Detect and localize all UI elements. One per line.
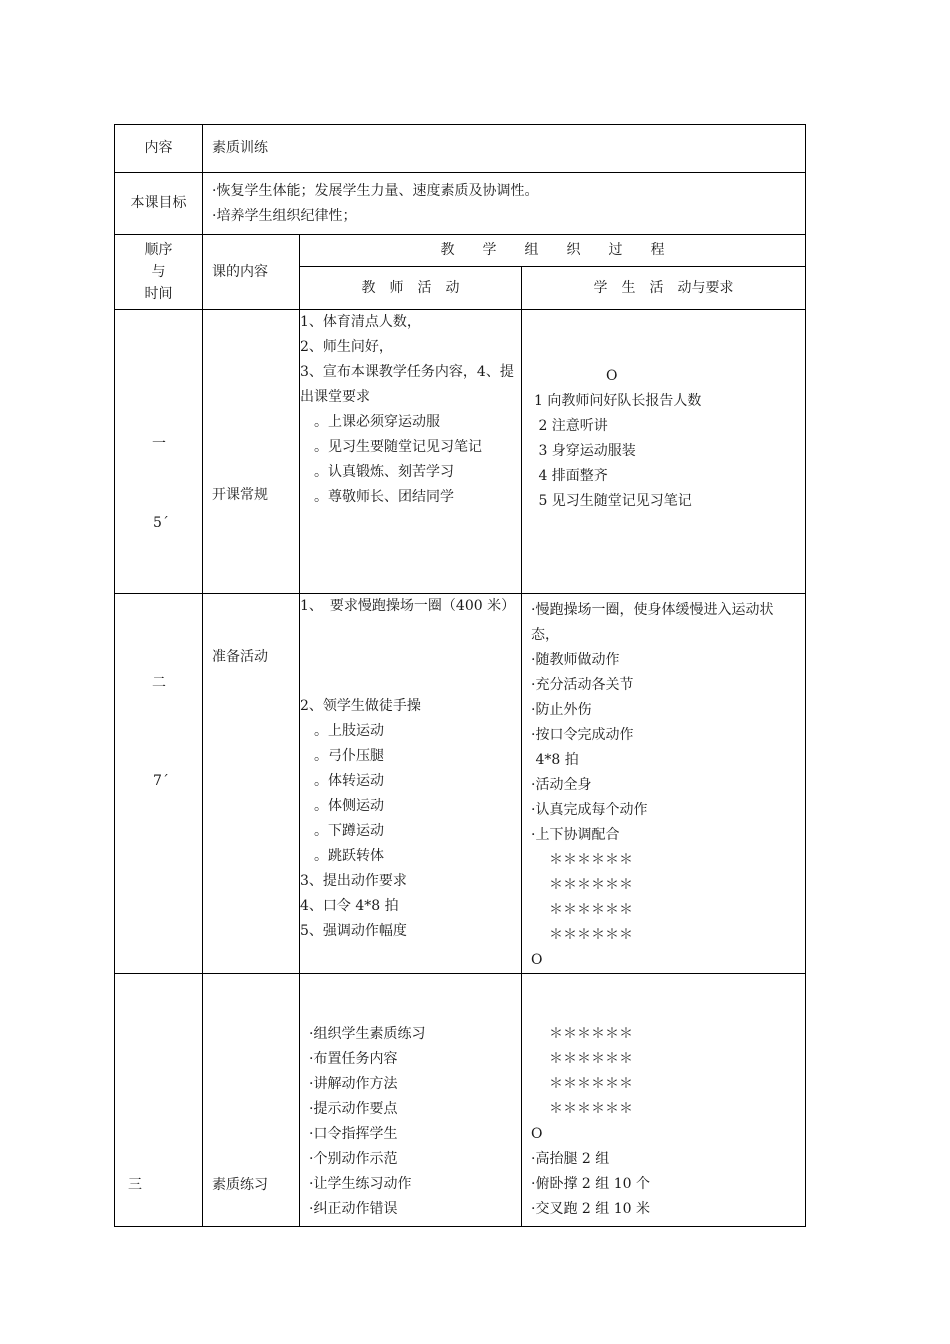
section-3-student (522, 974, 806, 1227)
teacher-line: ·纠正动作错误 (309, 1201, 398, 1217)
goal-item: ·培养学生组织纪律性； (212, 207, 357, 224)
section-3-content: 素质练习 (212, 1177, 268, 1193)
teacher-line: 。上肢运动 (300, 723, 384, 739)
teacher-line: 。体转运动 (300, 773, 384, 789)
teacher-line: 。尊敬师长、团结同学 (300, 489, 454, 505)
formation-row: ＊＊＊＊＊＊ (549, 877, 633, 893)
section-2-row (115, 594, 806, 974)
header-row-1 (115, 235, 806, 267)
student-line: ·慢跑操场一圈，使身体缓慢进入运动状态， (531, 602, 774, 643)
section-2-teacher (300, 594, 522, 974)
section-2-content-cell (203, 594, 300, 974)
section-3-order: 三 (128, 1177, 142, 1193)
formation-row: ＊＊＊＊＊＊ (549, 1026, 633, 1042)
section-2-student (522, 594, 806, 974)
section-3-content-cell (203, 974, 300, 1227)
student-line: 2 注意听讲 (534, 418, 608, 434)
teacher-line: ·布置任务内容 (309, 1051, 398, 1067)
goal-item: ·恢复学生体能；发展学生力量、速度素质及协调性。 (212, 182, 539, 199)
goals-list (203, 173, 806, 235)
teacher-line: 2、师生问好， (300, 339, 393, 355)
student-line: ·活动全身 (531, 777, 592, 793)
formation-row: ＊＊＊＊＊＊ (549, 1101, 633, 1117)
student-line: 3 身穿运动服装 (534, 443, 636, 459)
teacher-line: 。弓仆压腿 (300, 748, 384, 764)
section-1-order: 一 (152, 436, 166, 452)
teacher-line: ·组织学生素质练习 (309, 1026, 426, 1042)
formation-mark: O (606, 368, 618, 384)
content-label: 内容 (115, 125, 203, 173)
teacher-line: ·讲解动作方法 (309, 1076, 398, 1092)
teacher-line: 1、 要求慢跑操场一圈（400 米） (300, 598, 516, 614)
formation-row: ＊＊＊＊＊＊ (549, 927, 633, 943)
teacher-line: 。跳跃转体 (300, 848, 384, 864)
teacher-line: ·提示动作要点 (309, 1101, 398, 1117)
section-1-content: 开课常规 (212, 487, 268, 503)
teacher-line: ·口令指挥学生 (309, 1126, 398, 1142)
section-1-teacher (300, 310, 522, 594)
section-3-order-cell (115, 974, 203, 1227)
section-2-order-cell (115, 594, 203, 974)
student-line: ·充分活动各关节 (531, 677, 634, 693)
teacher-line: ·让学生练习动作 (309, 1176, 412, 1192)
section-3-teacher (300, 974, 522, 1227)
process-title: 教 学 组 织 过 程 (300, 235, 806, 267)
teacher-activity-header: 教 师 活 动 (300, 267, 522, 310)
section-1-time: 5´ (153, 515, 169, 531)
section-1-content-cell (203, 310, 300, 594)
section-1-row (115, 310, 806, 594)
teacher-line: ·个别动作示范 (309, 1151, 398, 1167)
order-header-line: 与 (151, 264, 166, 280)
teacher-line: 。认真锻炼、刻苦学习 (300, 464, 454, 480)
teacher-line: 1、体育清点人数， (300, 314, 421, 330)
teacher-line: 。见习生要随堂记见习笔记 (300, 439, 482, 455)
student-line: ·上下协调配合 (531, 827, 620, 843)
order-header-line: 顺序 (144, 242, 173, 258)
section-2-order: 二 (152, 675, 166, 691)
content-value: 素质训练 (203, 125, 806, 173)
student-line: ·认真完成每个动作 (531, 802, 648, 818)
student-line: ·防止外伤 (531, 702, 592, 718)
section-3-row (115, 974, 806, 1227)
section-1-order-cell (115, 310, 203, 594)
student-activity-header: 学 生 活 动与要求 (522, 267, 806, 310)
student-line: ·俯卧撑 2 组 10 个 (531, 1176, 650, 1192)
order-header-line: 时间 (144, 286, 173, 302)
student-line: 4*8 拍 (531, 752, 579, 768)
student-line: ·按口令完成动作 (531, 727, 634, 743)
section-2-content: 准备活动 (212, 649, 268, 665)
lesson-content-header: 课的内容 (203, 235, 300, 310)
teacher-line: 5、强调动作幅度 (300, 923, 407, 939)
order-time-header (115, 235, 203, 310)
formation-row: ＊＊＊＊＊＊ (549, 852, 633, 868)
teacher-line: 。体侧运动 (300, 798, 384, 814)
teacher-line: 。上课必须穿运动服 (300, 414, 440, 430)
teacher-line: 3、宣布本课教学任务内容，4、提出课堂要求 (300, 364, 514, 405)
teacher-line: 4、口令 4*8 拍 (300, 898, 399, 914)
teacher-line: 。下蹲运动 (300, 823, 384, 839)
goals-label: 本课目标 (115, 173, 203, 235)
section-2-time: 7´ (153, 773, 169, 789)
formation-row: ＊＊＊＊＊＊ (549, 1076, 633, 1092)
student-line: ·高抬腿 2 组 (531, 1151, 610, 1167)
student-line: 5 见习生随堂记见习笔记 (534, 493, 692, 509)
teacher-line: 3、提出动作要求 (300, 873, 407, 889)
formation-row: ＊＊＊＊＊＊ (549, 902, 633, 918)
lesson-plan-table (114, 124, 806, 1227)
student-line: 1 向教师问好队长报告人数 (534, 393, 702, 409)
formation-row: ＊＊＊＊＊＊ (549, 1051, 633, 1067)
teacher-line: 2、领学生做徒手操 (300, 698, 421, 714)
content-row (115, 125, 806, 173)
student-line: ·随教师做动作 (531, 652, 620, 668)
section-1-student (522, 310, 806, 594)
goals-row (115, 173, 806, 235)
formation-mark: O (531, 1126, 543, 1142)
student-line: ·交叉跑 2 组 10 米 (531, 1201, 650, 1217)
student-line: 4 排面整齐 (534, 468, 608, 484)
formation-mark: O (531, 952, 543, 968)
